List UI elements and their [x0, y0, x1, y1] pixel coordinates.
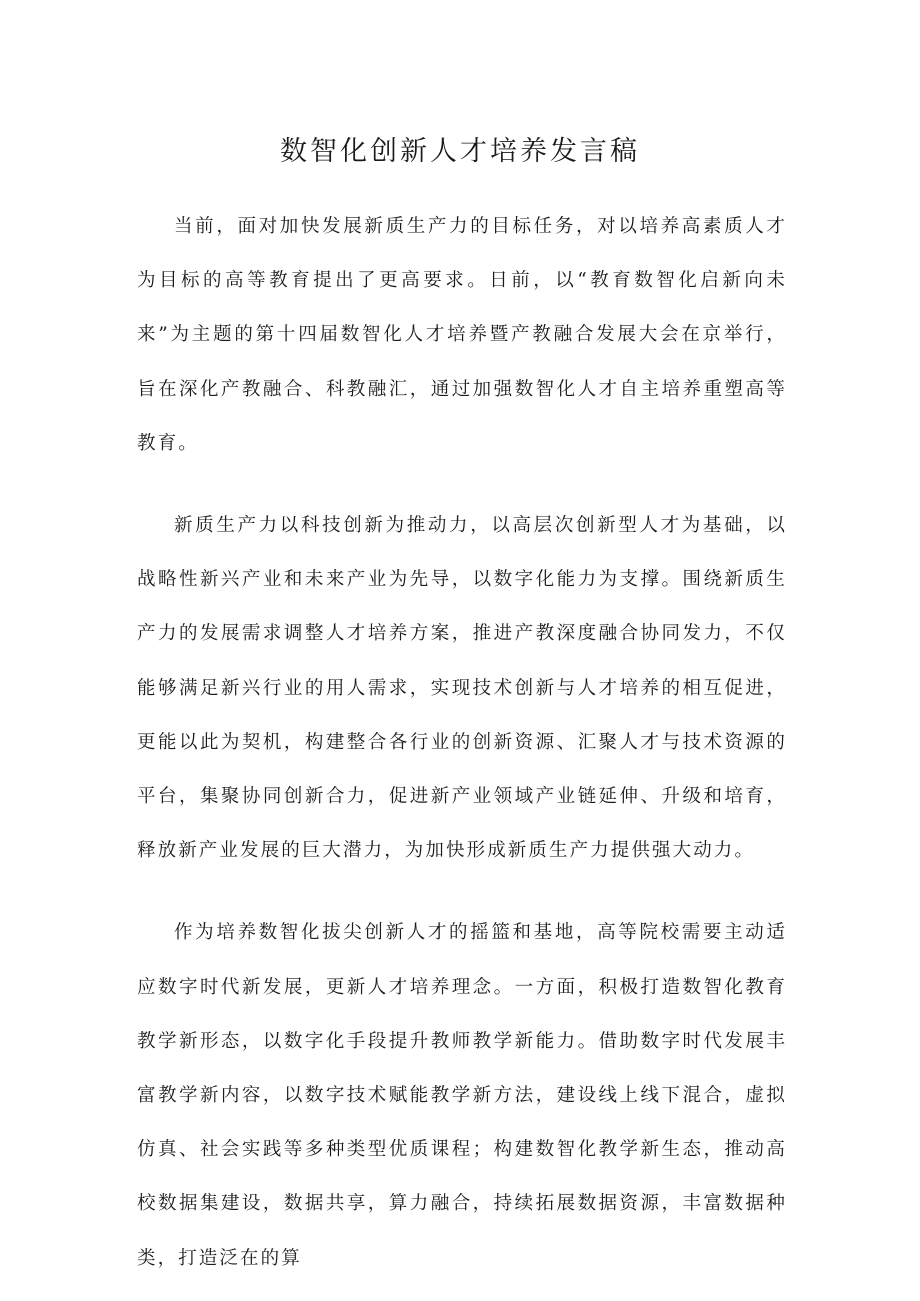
- paragraph: 作为培养数智化拔尖创新人才的摇篮和基地，高等院校需要主动适应数字时代新发展，更新人才培养理念。一方面，积极打造数智化教育教学新形态，以数字化手段提升教师教学新能力。借助数字时代发展丰富教学新内容，以数字技术赋能教学新方法，建设线上线下混合，虚拟仿真、社会实践等多种类型优质课程；构建数智化教学新生态，推动高校数据集建设，数据共享，算力融合，持续拓展数据资源，丰富数据种类，打造泛在的算: [137, 922, 787, 1269]
- document-title: 数智化创新人才培养发言稿: [280, 136, 640, 167]
- document-body: [137, 200, 787, 1286]
- paragraph: 新质生产力以科技创新为推动力，以高层次创新型人才为基础，以战略性新兴产业和未来产业为先导，以数字化能力为支撑。围绕新质生产力的发展需求调整人才培养方案，推进产教深度融合协同发力，不仅能够满足新兴行业的用人需求，实现技术创新与人才培养的相互促进，更能以此为契机，构建整合各行业的创新资源、汇聚人才与技术资源的平台，集聚协同创新合力，促进新产业领域产业链延伸、升级和培育，释放新产业发展的巨大潜力，为加快形成新质生产力提供强大动力。: [137, 515, 787, 862]
- paragraph: 当前，面对加快发展新质生产力的目标任务，对以培养高素质人才为目标的高等教育提出了更高要求。日前，以“教育数智化启新向未来”为主题的第十四届数智化人才培养暨产教融合发展大会在京举行，旨在深化产教融合、科教融汇，通过加强数智化人才自主培养重塑高等教育。: [137, 216, 787, 454]
